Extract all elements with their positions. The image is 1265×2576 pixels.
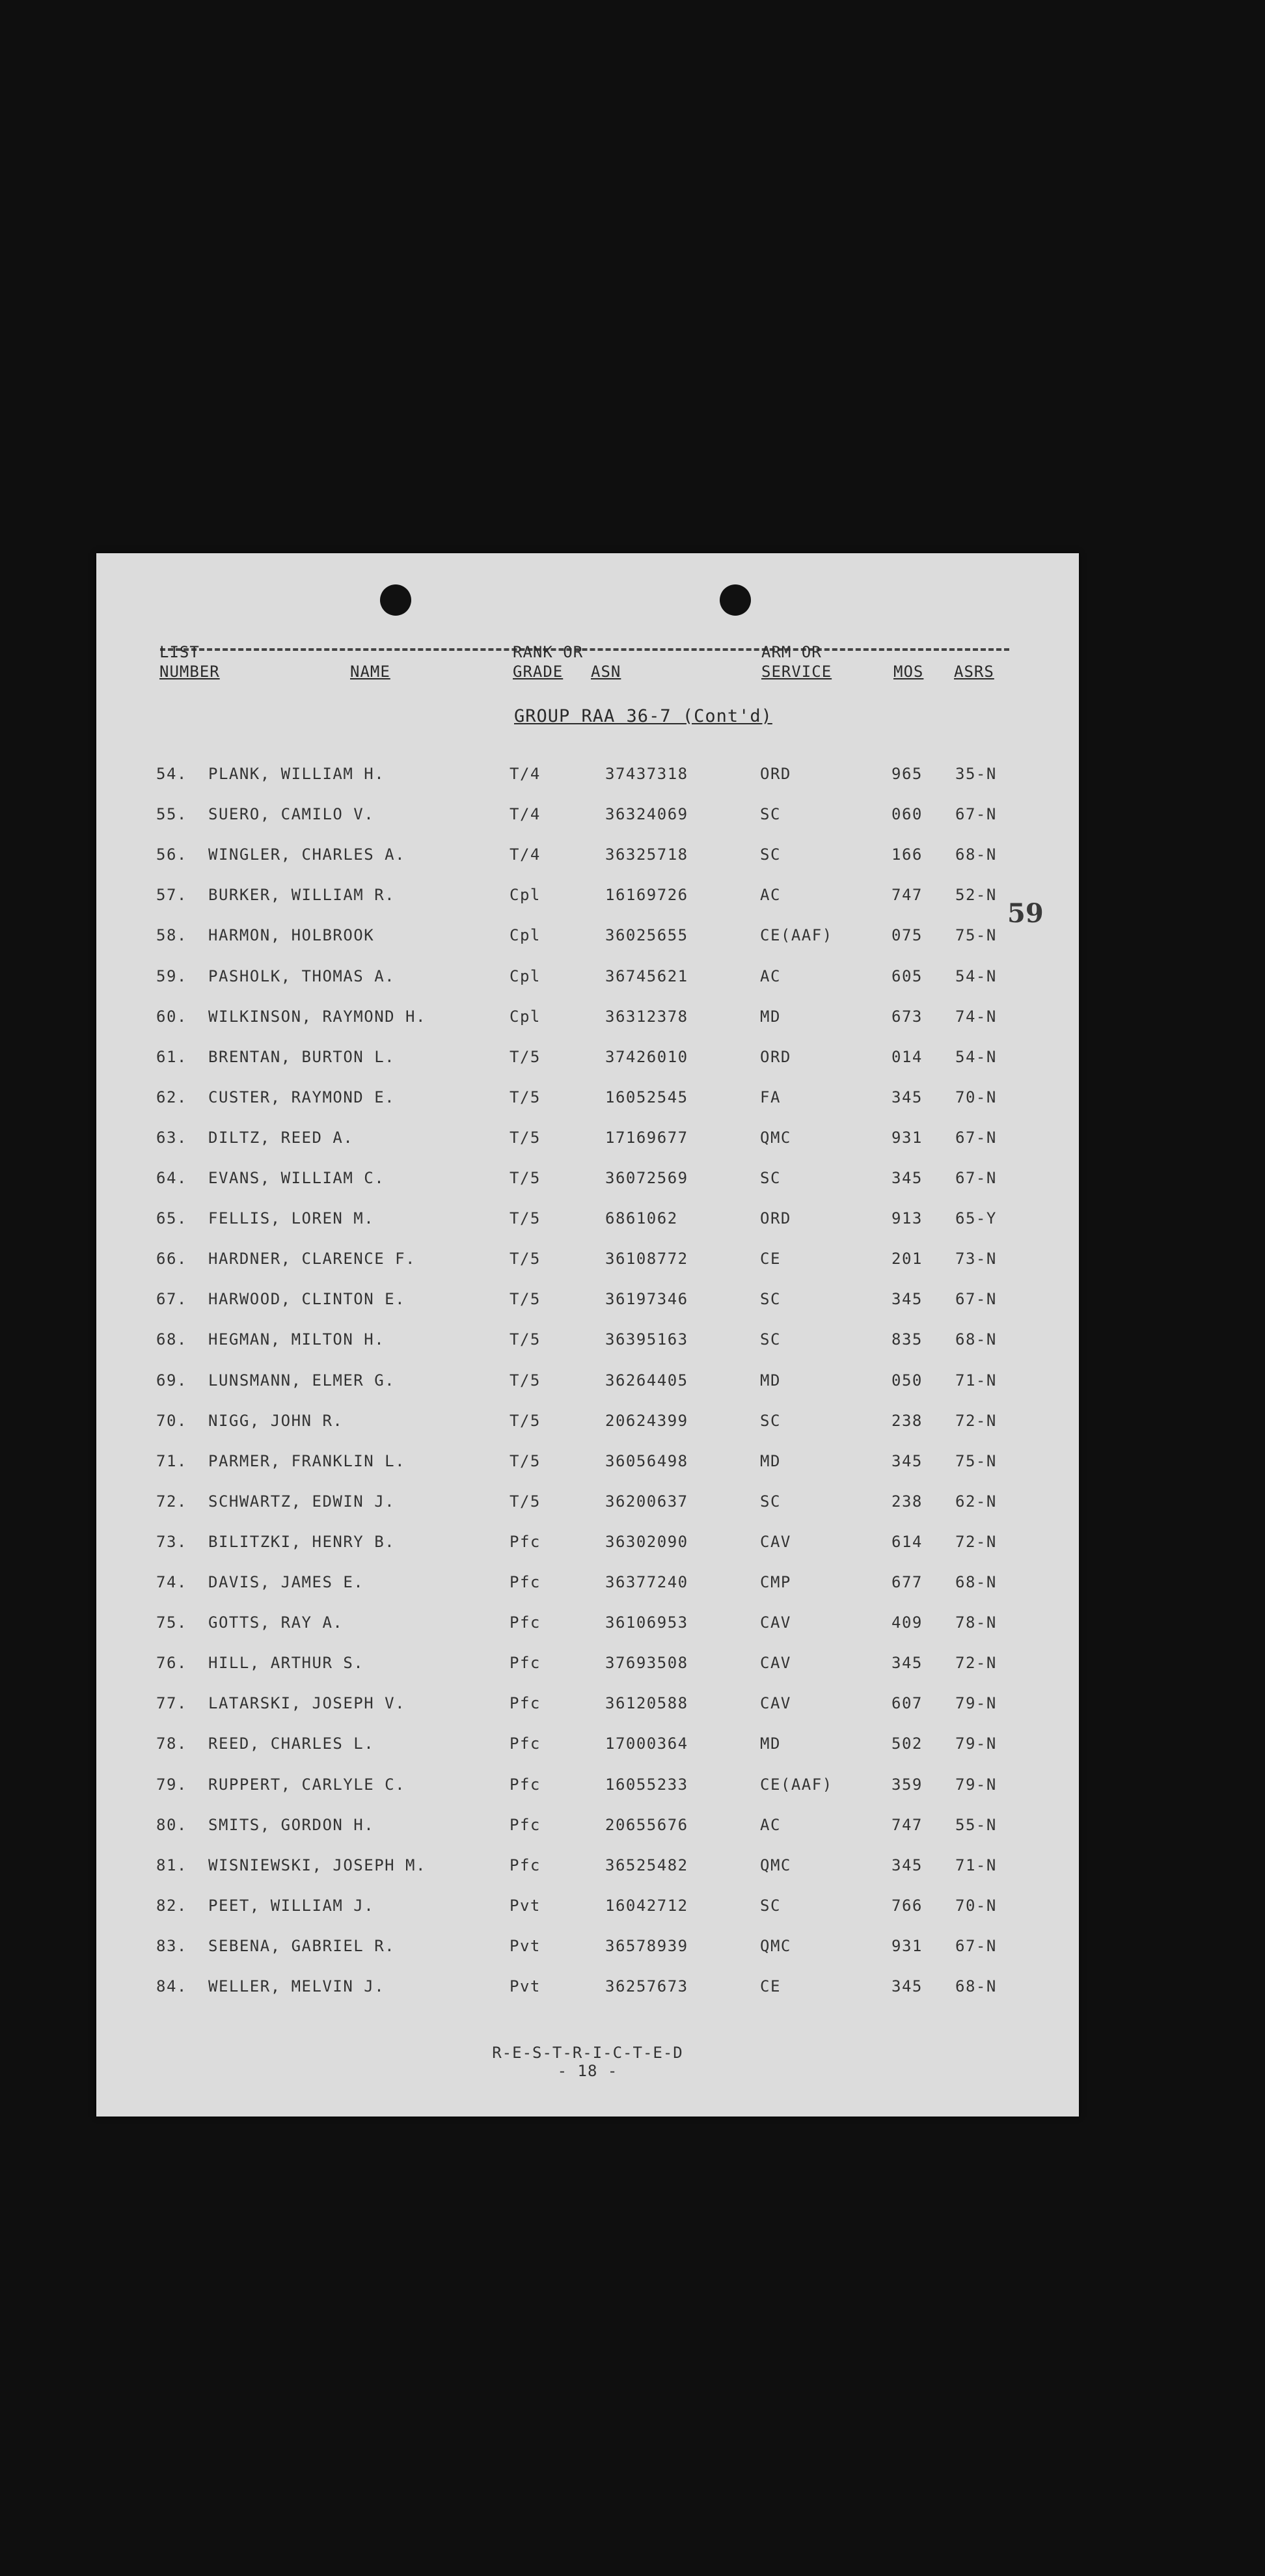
row-rank: T/4 (510, 845, 541, 864)
table-row (96, 1937, 1079, 1963)
row-asrs: 67-N (955, 805, 997, 824)
row-number: 77. (156, 1694, 187, 1713)
row-asrs: 72-N (955, 1654, 997, 1673)
row-asn: 37426010 (605, 1047, 688, 1066)
row-mos: 014 (891, 1047, 923, 1066)
row-rank: Cpl (510, 926, 541, 945)
row-mos: 345 (891, 1856, 923, 1874)
row-name: DILTZ, REED A. (208, 1128, 354, 1147)
header-name-label: NAME (350, 663, 390, 681)
row-asrs: 67-N (955, 1936, 997, 1955)
row-asn: 20655676 (605, 1815, 688, 1834)
row-asn: 36200637 (605, 1492, 688, 1511)
row-asn: 36525482 (605, 1856, 688, 1874)
table-row (96, 886, 1079, 912)
row-arm: CAV (760, 1694, 791, 1713)
row-arm: QMC (760, 1936, 791, 1955)
group-title: GROUP RAA 36-7 (Cont'd) (514, 706, 772, 726)
header-rank-label: RANK OR (513, 643, 584, 661)
row-asn: 37693508 (605, 1654, 688, 1673)
row-name: NIGG, JOHN R. (208, 1411, 344, 1430)
row-number: 62. (156, 1088, 187, 1106)
row-asn: 36377240 (605, 1573, 688, 1591)
row-rank: T/5 (510, 1128, 541, 1147)
row-asn: 17169677 (605, 1128, 688, 1147)
row-asrs: 75-N (955, 1451, 997, 1470)
row-name: DAVIS, JAMES E. (208, 1573, 364, 1591)
row-rank: Pvt (510, 1936, 541, 1955)
row-mos: 345 (891, 1654, 923, 1673)
row-mos: 201 (891, 1250, 923, 1268)
row-name: WELLER, MELVIN J. (208, 1977, 385, 1995)
row-asrs: 55-N (955, 1815, 997, 1834)
row-rank: Cpl (510, 966, 541, 985)
row-asrs: 72-N (955, 1411, 997, 1430)
header-grade-label: GRADE (513, 663, 564, 681)
row-arm: SC (760, 845, 781, 864)
table-row (96, 1330, 1079, 1356)
row-mos: 359 (891, 1775, 923, 1794)
row-arm: CAV (760, 1613, 791, 1632)
row-arm: CAV (760, 1532, 791, 1551)
row-name: SMITS, GORDON H. (208, 1815, 375, 1834)
row-name: PEET, WILLIAM J. (208, 1896, 375, 1915)
row-number: 67. (156, 1290, 187, 1309)
table-row (96, 1048, 1079, 1074)
row-mos: 607 (891, 1694, 923, 1713)
row-asn: 36120588 (605, 1694, 688, 1713)
row-rank: T/5 (510, 1451, 541, 1470)
row-asrs: 68-N (955, 1977, 997, 1995)
row-name: LUNSMANN, ELMER G. (208, 1371, 396, 1390)
row-rank: Pfc (510, 1613, 541, 1632)
row-asrs: 67-N (955, 1290, 997, 1309)
row-mos: 766 (891, 1896, 923, 1915)
row-arm: SC (760, 1169, 781, 1187)
row-number: 57. (156, 886, 187, 905)
row-rank: T/5 (510, 1047, 541, 1066)
row-name: WILKINSON, RAYMOND H. (208, 1007, 426, 1026)
row-rank: Pfc (510, 1734, 541, 1753)
table-row (96, 1654, 1079, 1680)
footer-page-number: - 18 - (557, 2062, 618, 2080)
row-asrs: 67-N (955, 1128, 997, 1147)
row-name: PARMER, FRANKLIN L. (208, 1451, 406, 1470)
row-arm: MD (760, 1451, 781, 1470)
row-number: 64. (156, 1169, 187, 1187)
row-arm: SC (760, 1492, 781, 1511)
row-number: 66. (156, 1250, 187, 1268)
row-number: 55. (156, 805, 187, 824)
row-arm: MD (760, 1734, 781, 1753)
row-asrs: 54-N (955, 966, 997, 985)
row-mos: 238 (891, 1411, 923, 1430)
row-arm: CE(AAF) (760, 1775, 833, 1794)
row-rank: T/5 (510, 1492, 541, 1511)
row-asn: 36072569 (605, 1169, 688, 1187)
row-mos: 673 (891, 1007, 923, 1026)
row-asn: 36257673 (605, 1977, 688, 1995)
row-asn: 17000364 (605, 1734, 688, 1753)
table-row (96, 1734, 1079, 1761)
row-name: BRENTAN, BURTON L. (208, 1047, 396, 1066)
row-mos: 345 (891, 1451, 923, 1470)
row-asn: 36106953 (605, 1613, 688, 1632)
row-asrs: 67-N (955, 1169, 997, 1187)
table-row (96, 1129, 1079, 1155)
row-name: LATARSKI, JOSEPH V. (208, 1694, 406, 1713)
row-asn: 16169726 (605, 886, 688, 905)
row-asrs: 71-N (955, 1856, 997, 1874)
row-rank: Pvt (510, 1977, 541, 1995)
row-name: PASHOLK, THOMAS A. (208, 966, 396, 985)
table-row (96, 1897, 1079, 1923)
row-asrs: 74-N (955, 1007, 997, 1026)
row-number: 61. (156, 1047, 187, 1066)
row-arm: ORD (760, 1047, 791, 1066)
row-arm: CE (760, 1977, 781, 1995)
row-mos: 050 (891, 1371, 923, 1390)
row-rank: T/5 (510, 1290, 541, 1309)
row-arm: AC (760, 1815, 781, 1834)
table-row (96, 1775, 1079, 1802)
row-asn: 16042712 (605, 1896, 688, 1915)
row-number: 74. (156, 1573, 187, 1591)
row-mos: 345 (891, 1088, 923, 1106)
row-asrs: 70-N (955, 1088, 997, 1106)
row-arm: ORD (760, 1209, 791, 1228)
table-row (96, 1209, 1079, 1235)
header-list-label: LIST (159, 643, 200, 661)
document-page (96, 553, 1079, 2117)
row-mos: 931 (891, 1128, 923, 1147)
row-asrs: 54-N (955, 1047, 997, 1066)
row-asn: 36264405 (605, 1371, 688, 1390)
row-asn: 36324069 (605, 805, 688, 824)
row-rank: T/5 (510, 1330, 541, 1349)
row-number: 84. (156, 1977, 187, 1995)
table-row (96, 845, 1079, 871)
row-asrs: 52-N (955, 886, 997, 905)
row-number: 71. (156, 1451, 187, 1470)
table-row (96, 1816, 1079, 1842)
punch-hole-right (720, 584, 751, 616)
row-asrs: 73-N (955, 1250, 997, 1268)
table-row (96, 1412, 1079, 1438)
row-rank: T/5 (510, 1250, 541, 1268)
table-row (96, 765, 1079, 791)
row-arm: MD (760, 1371, 781, 1390)
row-mos: 409 (891, 1613, 923, 1632)
margin-page-mark: 59 (1007, 898, 1044, 929)
row-arm: CE(AAF) (760, 926, 833, 945)
row-name: PLANK, WILLIAM H. (208, 765, 385, 783)
row-arm: SC (760, 1896, 781, 1915)
row-asn: 36302090 (605, 1532, 688, 1551)
header-dash-rule (160, 648, 1009, 651)
row-name: BILITZKI, HENRY B. (208, 1532, 396, 1551)
row-asrs: 75-N (955, 926, 997, 945)
row-rank: Pfc (510, 1532, 541, 1551)
row-number: 83. (156, 1936, 187, 1955)
row-asrs: 68-N (955, 845, 997, 864)
row-arm: SC (760, 1411, 781, 1430)
row-number: 81. (156, 1856, 187, 1874)
table-row (96, 1007, 1079, 1034)
row-number: 78. (156, 1734, 187, 1753)
row-rank: Pfc (510, 1856, 541, 1874)
table-row (96, 1613, 1079, 1639)
row-name: SEBENA, GABRIEL R. (208, 1936, 396, 1955)
row-name: HEGMAN, MILTON H. (208, 1330, 385, 1349)
row-asn: 36108772 (605, 1250, 688, 1268)
punch-hole-left (380, 584, 411, 616)
row-number: 58. (156, 926, 187, 945)
row-asrs: 70-N (955, 1896, 997, 1915)
row-rank: T/5 (510, 1169, 541, 1187)
row-mos: 835 (891, 1330, 923, 1349)
row-asn: 37437318 (605, 765, 688, 783)
row-rank: Pfc (510, 1694, 541, 1713)
row-number: 69. (156, 1371, 187, 1390)
row-asrs: 68-N (955, 1573, 997, 1591)
row-number: 70. (156, 1411, 187, 1430)
row-arm: QMC (760, 1856, 791, 1874)
row-name: CUSTER, RAYMOND E. (208, 1088, 396, 1106)
header-mos-label: MOS (893, 663, 924, 681)
row-name: HARDNER, CLARENCE F. (208, 1250, 416, 1268)
table-row (96, 1694, 1079, 1720)
table-row (96, 1856, 1079, 1882)
row-rank: Pfc (510, 1573, 541, 1591)
row-asn: 16052545 (605, 1088, 688, 1106)
row-arm: CMP (760, 1573, 791, 1591)
header-arm-label: ARM OR (761, 643, 822, 661)
row-rank: T/5 (510, 1371, 541, 1390)
row-asn: 36197346 (605, 1290, 688, 1309)
row-number: 79. (156, 1775, 187, 1794)
row-asn: 36312378 (605, 1007, 688, 1026)
row-rank: Cpl (510, 886, 541, 905)
row-mos: 345 (891, 1977, 923, 1995)
row-arm: AC (760, 966, 781, 985)
table-row (96, 967, 1079, 993)
row-name: WISNIEWSKI, JOSEPH M. (208, 1856, 426, 1874)
row-asn: 36395163 (605, 1330, 688, 1349)
row-asrs: 71-N (955, 1371, 997, 1390)
row-mos: 345 (891, 1169, 923, 1187)
table-row (96, 1371, 1079, 1397)
row-number: 73. (156, 1532, 187, 1551)
row-asn: 36025655 (605, 926, 688, 945)
row-number: 63. (156, 1128, 187, 1147)
row-arm: QMC (760, 1128, 791, 1147)
row-rank: Pfc (510, 1815, 541, 1834)
row-arm: SC (760, 1330, 781, 1349)
row-mos: 614 (891, 1532, 923, 1551)
row-name: EVANS, WILLIAM C. (208, 1169, 385, 1187)
footer-restricted: R-E-S-T-R-I-C-T-E-D (492, 2044, 683, 2062)
row-mos: 913 (891, 1209, 923, 1228)
table-row (96, 1977, 1079, 2003)
row-mos: 075 (891, 926, 923, 945)
header-asrs-label: ASRS (954, 663, 994, 681)
row-mos: 747 (891, 1815, 923, 1834)
row-arm: MD (760, 1007, 781, 1026)
row-arm: CAV (760, 1654, 791, 1673)
row-number: 75. (156, 1613, 187, 1632)
row-arm: FA (760, 1088, 781, 1106)
row-number: 60. (156, 1007, 187, 1026)
row-number: 59. (156, 966, 187, 985)
row-arm: SC (760, 1290, 781, 1309)
table-row (96, 1088, 1079, 1114)
table-row (96, 926, 1079, 952)
row-mos: 605 (891, 966, 923, 985)
row-asrs: 79-N (955, 1775, 997, 1794)
row-asrs: 62-N (955, 1492, 997, 1511)
row-mos: 747 (891, 886, 923, 905)
row-name: SCHWARTZ, EDWIN J. (208, 1492, 396, 1511)
row-asn: 36056498 (605, 1451, 688, 1470)
row-rank: Pfc (510, 1654, 541, 1673)
header-service-label: SERVICE (761, 663, 832, 681)
row-mos: 238 (891, 1492, 923, 1511)
row-rank: Cpl (510, 1007, 541, 1026)
table-row (96, 1533, 1079, 1559)
row-arm: SC (760, 805, 781, 824)
row-name: HILL, ARTHUR S. (208, 1654, 364, 1673)
row-rank: T/4 (510, 765, 541, 783)
table-row (96, 1573, 1079, 1599)
row-mos: 060 (891, 805, 923, 824)
row-rank: T/5 (510, 1209, 541, 1228)
row-mos: 965 (891, 765, 923, 783)
row-asn: 16055233 (605, 1775, 688, 1794)
row-number: 82. (156, 1896, 187, 1915)
row-arm: AC (760, 886, 781, 905)
row-mos: 345 (891, 1290, 923, 1309)
row-mos: 166 (891, 845, 923, 864)
row-rank: T/4 (510, 805, 541, 824)
table-row (96, 1452, 1079, 1478)
row-rank: T/5 (510, 1088, 541, 1106)
header-asn-label: ASN (591, 663, 621, 681)
row-rank: T/5 (510, 1411, 541, 1430)
row-asrs: 78-N (955, 1613, 997, 1632)
row-name: WINGLER, CHARLES A. (208, 845, 406, 864)
row-name: GOTTS, RAY A. (208, 1613, 344, 1632)
table-row (96, 1250, 1079, 1276)
row-mos: 677 (891, 1573, 923, 1591)
row-number: 68. (156, 1330, 187, 1349)
row-asrs: 65-Y (955, 1209, 997, 1228)
table-row (96, 805, 1079, 831)
row-rank: Pvt (510, 1896, 541, 1915)
table-row (96, 1290, 1079, 1316)
row-mos: 502 (891, 1734, 923, 1753)
header-number-label: NUMBER (159, 663, 220, 681)
row-name: HARMON, HOLBROOK (208, 926, 375, 945)
row-name: FELLIS, LOREN M. (208, 1209, 375, 1228)
row-mos: 931 (891, 1936, 923, 1955)
row-asn: 36578939 (605, 1936, 688, 1955)
row-name: HARWOOD, CLINTON E. (208, 1290, 406, 1309)
row-asrs: 68-N (955, 1330, 997, 1349)
row-asn: 20624399 (605, 1411, 688, 1430)
row-name: REED, CHARLES L. (208, 1734, 375, 1753)
row-asn: 36325718 (605, 845, 688, 864)
row-number: 56. (156, 845, 187, 864)
row-asn: 6861062 (605, 1209, 678, 1228)
row-number: 72. (156, 1492, 187, 1511)
row-asn: 36745621 (605, 966, 688, 985)
row-arm: ORD (760, 765, 791, 783)
row-name: RUPPERT, CARLYLE C. (208, 1775, 406, 1794)
row-asrs: 72-N (955, 1532, 997, 1551)
row-asrs: 35-N (955, 765, 997, 783)
row-name: BURKER, WILLIAM R. (208, 886, 396, 905)
row-asrs: 79-N (955, 1734, 997, 1753)
row-number: 54. (156, 765, 187, 783)
row-number: 65. (156, 1209, 187, 1228)
row-arm: CE (760, 1250, 781, 1268)
row-number: 80. (156, 1815, 187, 1834)
row-asrs: 79-N (955, 1694, 997, 1713)
table-row (96, 1169, 1079, 1195)
table-row (96, 1492, 1079, 1518)
row-number: 76. (156, 1654, 187, 1673)
row-name: SUERO, CAMILO V. (208, 805, 375, 824)
row-rank: Pfc (510, 1775, 541, 1794)
